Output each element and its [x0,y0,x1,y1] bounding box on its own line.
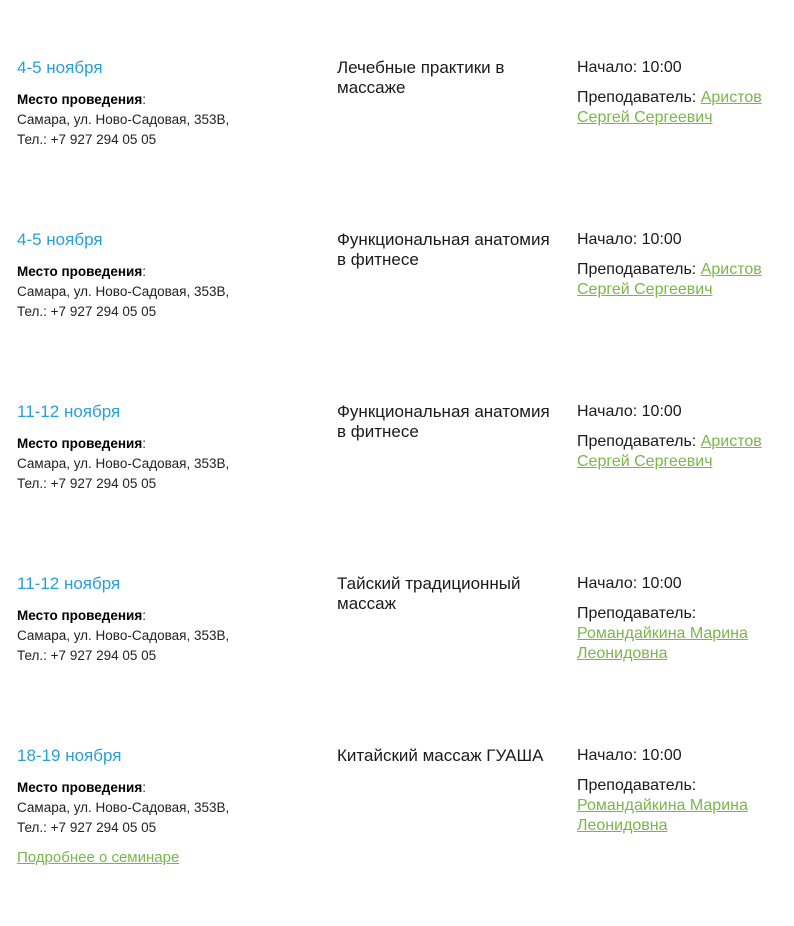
venue-colon: : [142,436,146,451]
seminar-date-venue [17,574,317,666]
start-prefix: Начало: [577,575,642,592]
teacher-prefix: Преподаватель: [577,261,701,278]
start-time-value: 10:00 [641,231,682,248]
venue-address: Самара, ул. Ново-Садовая, 353В, [17,628,230,643]
venue-label: Место проведения [17,436,143,451]
seminar-title-text: Функциональная анатомия в фитнесе [337,230,550,269]
seminar-details-link[interactable]: Подробнее о семинаре [17,849,180,866]
venue-address: Самара, ул. Ново-Садовая, 353В, [17,456,230,471]
seminar-date: 11-12 ноября [17,574,121,593]
venue-heading [17,90,317,110]
teacher [577,260,787,300]
venue-label: Место проведения [17,92,143,107]
venue-colon: : [142,264,146,279]
venue-heading [17,778,317,798]
start-prefix: Начало: [577,403,642,420]
teacher-link[interactable]: Аристов Сергей Сергеевич [577,261,762,298]
seminar-entry [0,58,794,230]
start-time [577,574,787,594]
seminar-date-venue [17,58,317,150]
venue-phone: Тел.: +7 927 294 05 05 [17,820,157,835]
start-time [577,746,787,766]
start-prefix: Начало: [577,231,642,248]
seminar-date: 4-5 ноября [17,230,103,249]
venue-phone: Тел.: +7 927 294 05 05 [17,476,157,491]
seminar-title-text: Тайский традиционный массаж [337,574,521,613]
seminar-title-text: Лечебные практики в массаже [337,58,505,97]
start-time-value: 10:00 [641,59,682,76]
teacher-prefix: Преподаватель: [577,89,701,106]
seminar-entry [0,402,794,574]
seminar-date-venue [17,746,317,868]
teacher-prefix: Преподаватель: [577,605,697,622]
venue-label: Место проведения [17,780,143,795]
seminar-title [337,746,557,766]
seminar-date: 4-5 ноября [17,58,103,77]
venue-address: Самара, ул. Ново-Садовая, 353В, [17,284,230,299]
seminar-date-venue [17,402,317,494]
start-time-value: 10:00 [641,575,682,592]
venue-heading [17,262,317,282]
venue-address: Самара, ул. Ново-Садовая, 353В, [17,112,230,127]
seminar-date-venue [17,230,317,322]
venue-address: Самара, ул. Ново-Садовая, 353В, [17,800,230,815]
teacher-link[interactable]: Аристов Сергей Сергеевич [577,89,762,126]
venue-colon: : [142,780,146,795]
teacher-prefix: Преподаватель: [577,777,697,794]
start-time-value: 10:00 [641,403,682,420]
venue-phone: Тел.: +7 927 294 05 05 [17,132,157,147]
seminar-meta [577,230,787,300]
venue-label: Место проведения [17,264,143,279]
seminar-title-text: Китайский массаж ГУАША [337,746,544,765]
seminar-title [337,402,557,442]
start-prefix: Начало: [577,747,642,764]
teacher-link[interactable]: Романдайкина Марина Леонидовна [577,797,748,834]
teacher-link[interactable]: Романдайкина Марина Леонидовна [577,625,748,662]
teacher [577,776,787,836]
venue-colon: : [142,608,146,623]
venue-phone: Тел.: +7 927 294 05 05 [17,648,157,663]
seminar-meta [577,746,787,836]
seminar-entry [0,574,794,746]
seminar-date: 18-19 ноября [17,746,122,765]
seminar-title [337,58,557,98]
start-time [577,230,787,250]
seminar-title [337,574,557,614]
seminar-meta [577,402,787,472]
teacher-prefix: Преподаватель: [577,433,701,450]
seminar-title-text: Функциональная анатомия в фитнесе [337,402,550,441]
venue-heading [17,434,317,454]
start-time [577,58,787,78]
teacher [577,432,787,472]
teacher [577,88,787,128]
start-time-value: 10:00 [641,747,682,764]
seminar-title [337,230,557,270]
seminar-date: 11-12 ноября [17,402,121,421]
teacher-link[interactable]: Аристов Сергей Сергеевич [577,433,762,470]
venue-phone: Тел.: +7 927 294 05 05 [17,304,157,319]
seminar-entry [0,746,794,918]
start-prefix: Начало: [577,59,642,76]
venue-heading [17,606,317,626]
seminar-entry [0,230,794,402]
venue-colon: : [142,92,146,107]
venue-label: Место проведения [17,608,143,623]
seminar-meta [577,58,787,128]
teacher [577,604,787,664]
start-time [577,402,787,422]
seminar-meta [577,574,787,664]
